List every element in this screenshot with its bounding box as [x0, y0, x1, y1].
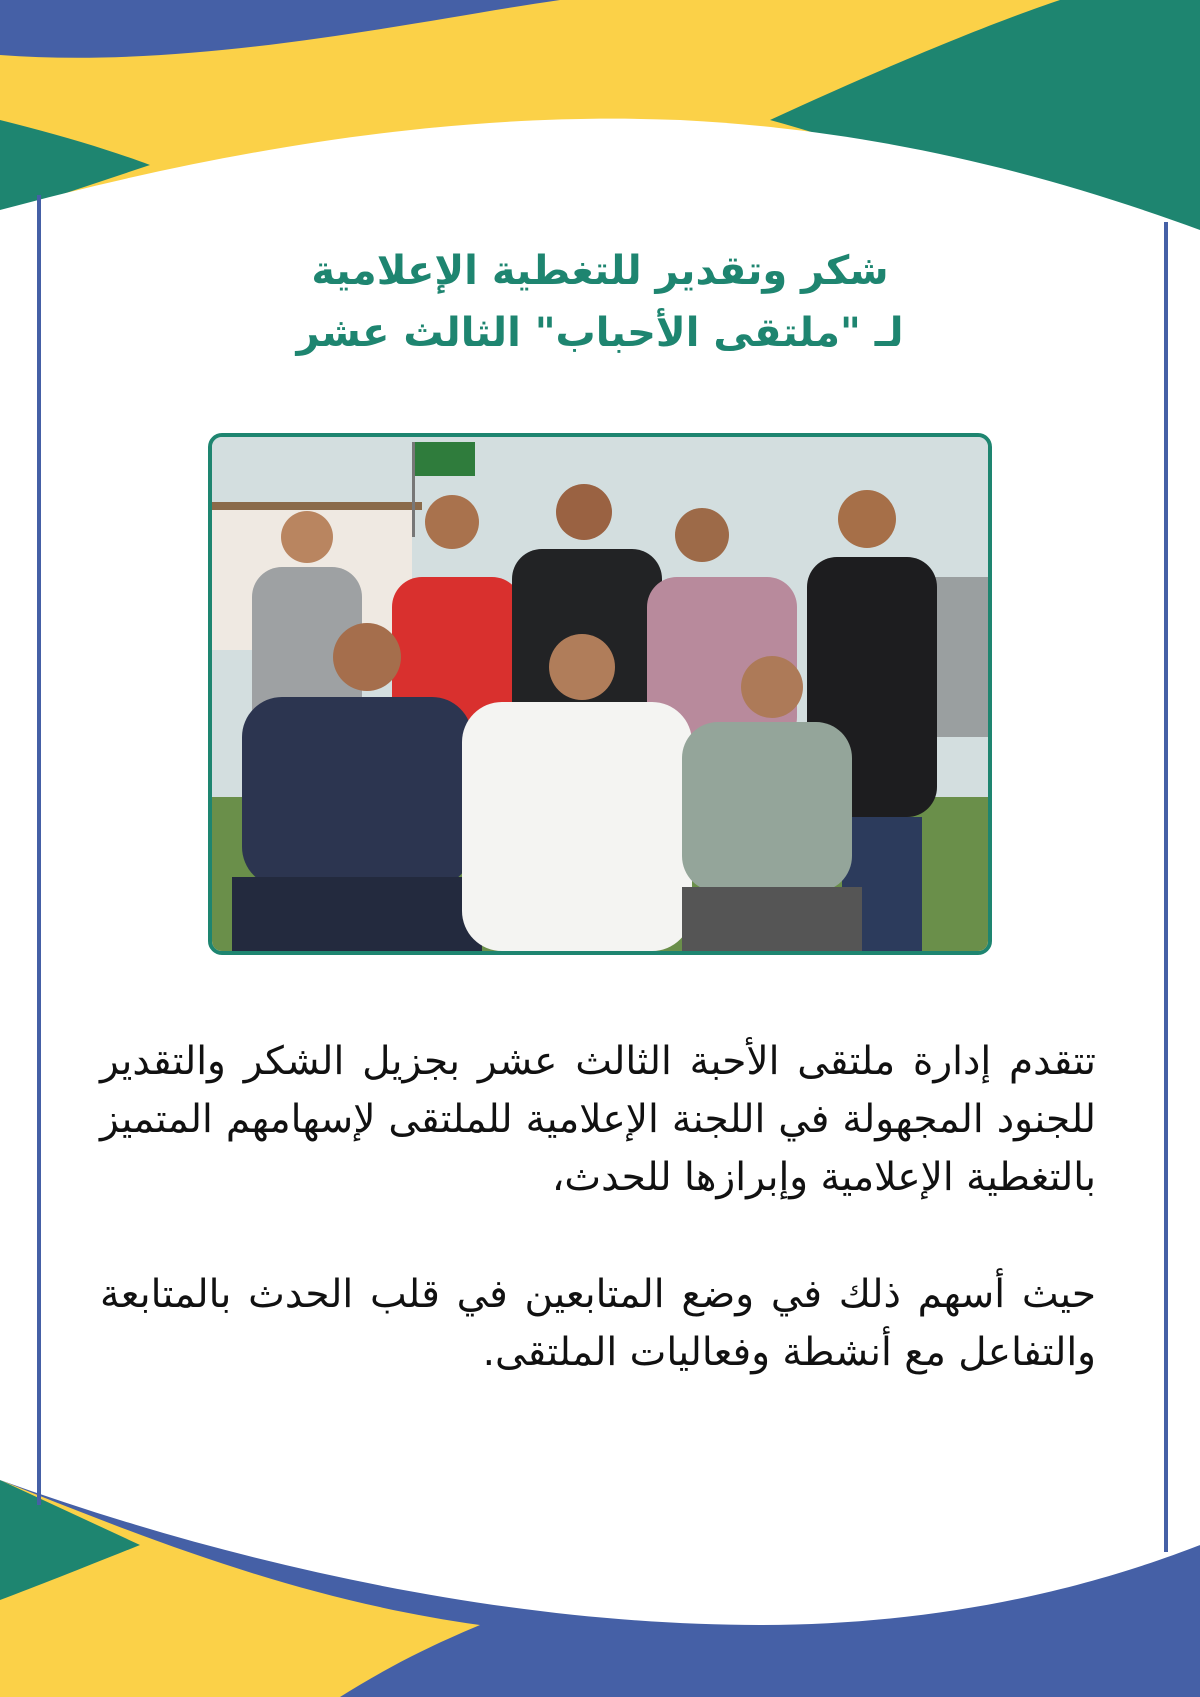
title-line-1: شكر وتقدير للتغطية الإعلامية — [311, 248, 889, 294]
paragraph-impact: حيث أسهم ذلك في وضع المتابعين في قلب الحدث بالمتابعة والتفاعل مع أنشطة وفعاليات الملتقى. — [100, 1272, 1096, 1375]
left-border-line — [37, 195, 41, 1505]
title-line-2: لـ "ملتقى الأحباب" الثالث عشر — [296, 310, 904, 356]
page-title — [150, 240, 1050, 364]
group-photo-image — [212, 437, 988, 951]
right-border-line — [1164, 222, 1168, 1552]
paragraph-thanks: تتقدم إدارة ملتقى الأحبة الثالث عشر بجزيل الشكر والتقدير للجنود المجهولة في اللجنة الإعلامية للملتقى لإسهامهم المتميز بالتغطية الإعلامية وإبرازها للحدث، — [100, 1039, 1096, 1200]
flag-icon — [415, 442, 475, 476]
group-photo — [208, 433, 992, 955]
